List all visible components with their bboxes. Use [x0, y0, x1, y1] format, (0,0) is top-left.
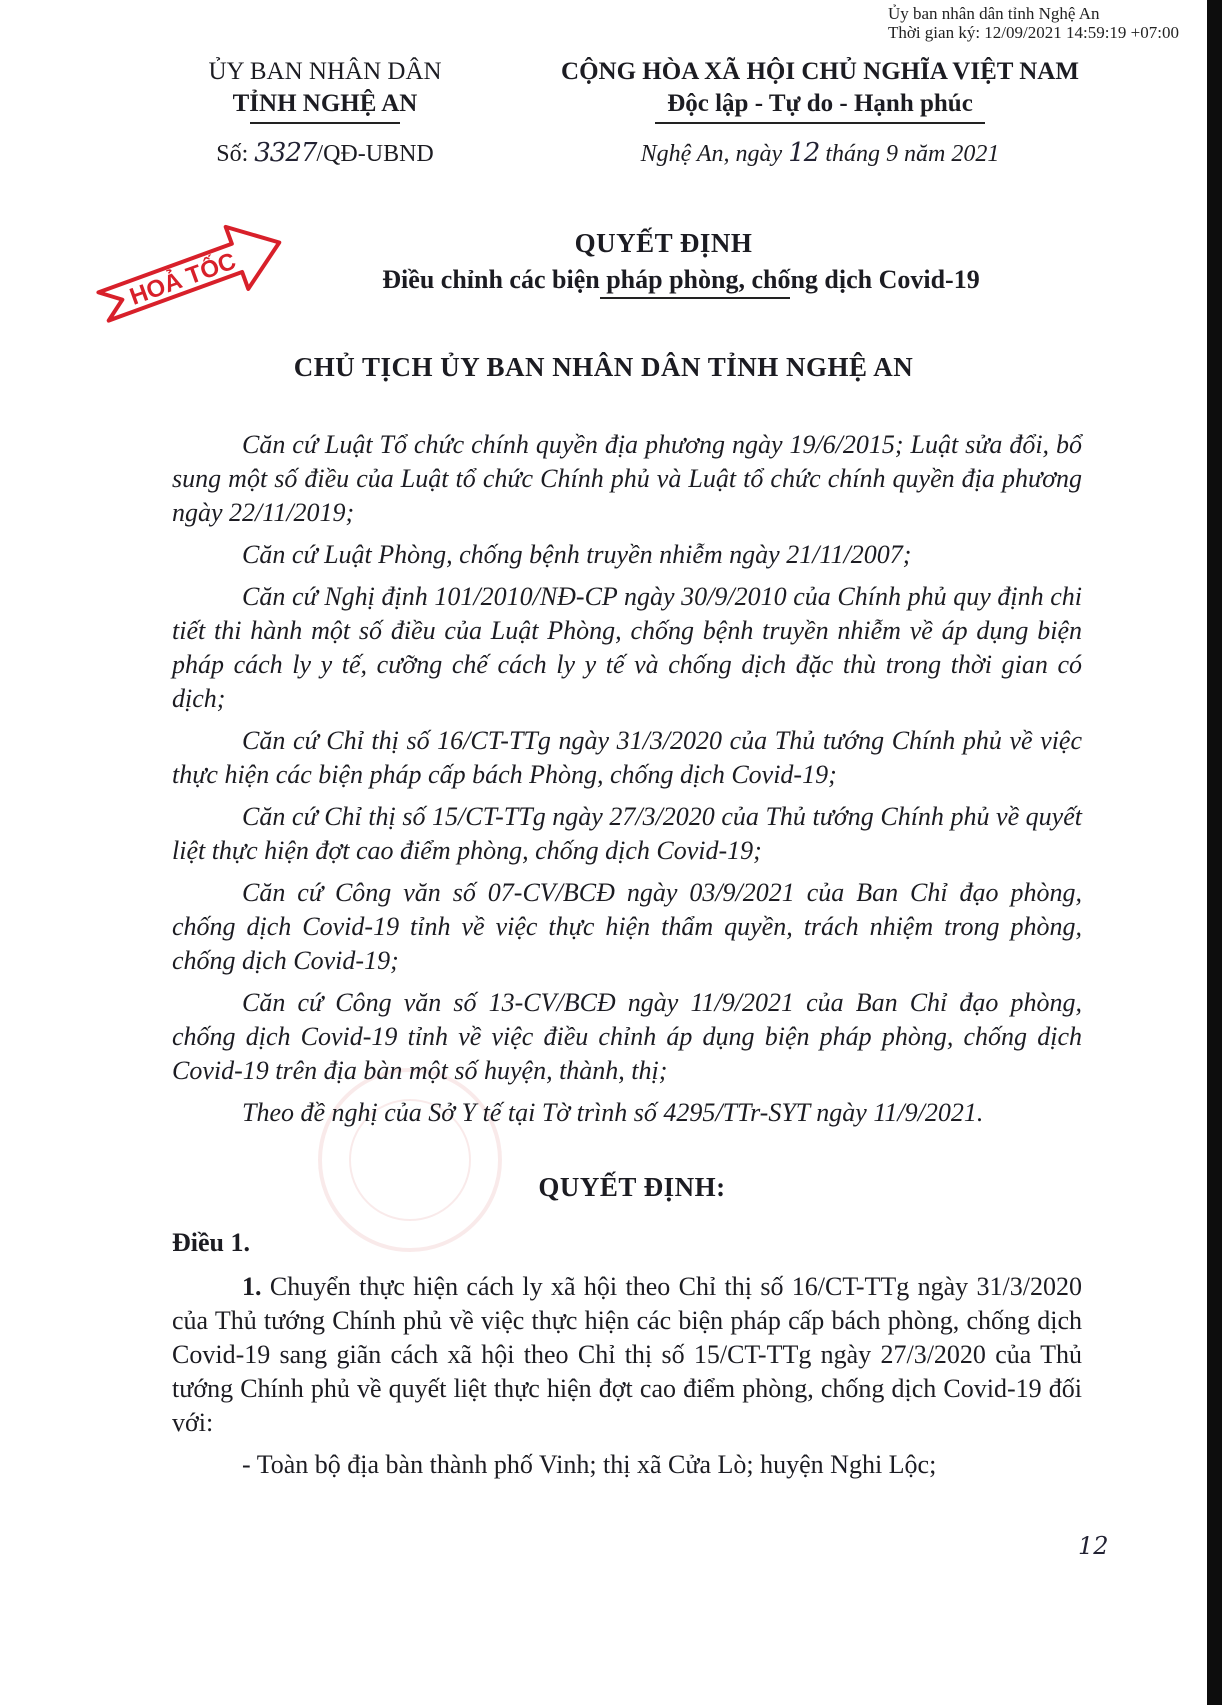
document-body — [172, 428, 1082, 1490]
document-number — [160, 138, 490, 168]
legal-basis-7: Căn cứ Công văn số 13-CV/BCĐ ngày 11/9/2021 của Ban Chỉ đạo phòng, chống dịch Covid-19 tỉnh về việc điều chỉnh áp dụng biện pháp phòng, chống dịch Covid-19 trên địa bàn một số huyện, thành, thị; — [172, 988, 1082, 1085]
issuer-line-1: ỦY BAN NHÂN DÂN — [208, 58, 442, 85]
country-name: CỘNG HÒA XÃ HỘI CHỦ NGHĨA VIỆT NAM — [561, 58, 1079, 85]
item-text: Chuyển thực hiện cách ly xã hội theo Chỉ thị số 16/CT-TTg ngày 31/3/2020 của Thủ tướng Chính phủ về việc thực hiện các biện pháp cấp bách phòng, chống dịch Covid-19 sang giãn cách xã hội theo Chỉ thị số 15/CT-TTg ngày 27/3/2020 của Thủ tướng Chính phủ về quyết liệt thực hiện đợt cao điểm phòng, chống dịch Covid-19 đối với: — [172, 1272, 1082, 1437]
number-handwritten: 3327 — [254, 138, 317, 168]
item-number: 1. — [242, 1272, 262, 1301]
date-day-handwritten: 12 — [788, 138, 820, 168]
proposal-basis: Theo đề nghị của Sở Y tế tại Tờ trình số 4295/TTr-SYT ngày 11/9/2021. — [242, 1098, 984, 1127]
article-1-bullet: - Toàn bộ địa bàn thành phố Vinh; thị xã Cửa Lò; huyện Nghi Lộc; — [242, 1450, 937, 1479]
issuing-authority: CHỦ TỊCH ỦY BAN NHÂN DÂN TỈNH NGHỆ AN — [293, 352, 914, 382]
issuer-line-2: TỈNH NGHỆ AN — [232, 90, 418, 117]
document-header — [160, 56, 1120, 166]
national-motto-block — [520, 56, 1120, 168]
legal-basis-6: Căn cứ Công văn số 07-CV/BCĐ ngày 03/9/2021 của Ban Chỉ đạo phòng, chống dịch Covid-19 tỉnh về việc thực hiện thẩm quyền, trách nhiệm trong phòng, chống dịch Covid-19; — [172, 878, 1082, 975]
stamp-text: HOẢ TỐC — [126, 247, 240, 311]
legal-basis-1: Căn cứ Luật Tổ chức chính quyền địa phương ngày 19/6/2015; Luật sửa đổi, bổ sung một số điều của Luật tổ chức Chính phủ và Luật tổ chức chính quyền địa phương ngày 22/11/2019; — [172, 430, 1082, 527]
title-block — [0, 228, 1207, 299]
place-date — [520, 138, 1120, 168]
signature-line-2: Thời gian ký: 12/09/2021 14:59:19 +07:00 — [887, 23, 1179, 42]
document-type: QUYẾT ĐỊNH — [574, 228, 753, 258]
issuer-underline — [250, 122, 400, 124]
decision-heading: QUYẾT ĐỊNH: — [538, 1172, 726, 1202]
scan-edge — [1207, 0, 1222, 1705]
initials-mark: 12 — [1078, 1532, 1109, 1560]
date-suffix: tháng 9 năm 2021 — [819, 141, 1000, 167]
motto-underline — [655, 122, 985, 124]
legal-basis-3: Căn cứ Nghị định 101/2010/NĐ-CP ngày 30/9/2010 của Chính phủ quy định chi tiết thi hành một số điều của Luật Phòng, chống bệnh truyền nhiễm về áp dụng biện pháp cách ly y tế, cưỡng chế cách ly y tế và chống dịch đặc thù trong thời gian có dịch; — [172, 582, 1082, 713]
number-suffix: /QĐ-UBND — [316, 141, 434, 167]
date-prefix: Nghệ An, ngày — [640, 141, 789, 167]
number-prefix: Số: — [216, 141, 255, 167]
legal-basis-5: Căn cứ Chỉ thị số 15/CT-TTg ngày 27/3/2020 của Thủ tướng Chính phủ về quyết liệt thực hiện đợt cao điểm phòng, chống dịch Covid-19; — [172, 802, 1082, 865]
article-1-heading: Điều 1. — [172, 1228, 250, 1257]
motto: Độc lập - Tự do - Hạnh phúc — [667, 90, 973, 117]
issuer-block — [160, 56, 490, 168]
digital-signature-note — [888, 4, 1179, 42]
article-1-item-1 — [172, 1270, 1082, 1440]
document-subject: Điều chỉnh các biện pháp phòng, chống dịch Covid-19 — [382, 265, 980, 294]
signature-line-1: Ủy ban nhân dân tỉnh Nghệ An — [887, 4, 1100, 23]
subject-underline — [600, 297, 790, 299]
legal-basis-4: Căn cứ Chỉ thị số 16/CT-TTg ngày 31/3/2020 của Thủ tướng Chính phủ về việc thực hiện các biện pháp cấp bách Phòng, chống dịch Covid-19; — [172, 726, 1082, 789]
legal-basis-2: Căn cứ Luật Phòng, chống bệnh truyền nhiễm ngày 21/11/2007; — [242, 540, 912, 569]
